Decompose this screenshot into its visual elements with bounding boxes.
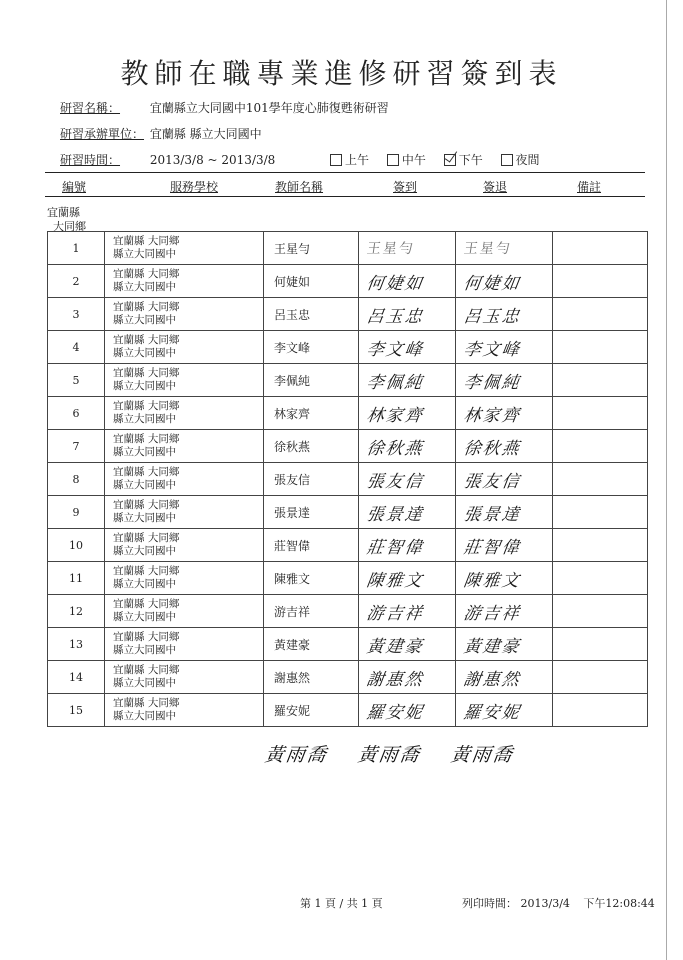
row-number: 4 — [48, 331, 105, 364]
row-sign-out — [456, 397, 553, 430]
row-sign-out — [456, 496, 553, 529]
row-sign-in — [359, 298, 456, 331]
period-option-morning[interactable]: 上午 — [330, 151, 369, 168]
table-row — [48, 265, 648, 298]
checkbox-icon — [501, 154, 513, 166]
sign-out-signature: 游吉祥 — [462, 603, 523, 624]
page-title: 教師在職專業進修研習簽到表 — [120, 57, 563, 90]
sign-out-signature: 呂玉忠 — [462, 306, 523, 327]
row-number: 7 — [48, 430, 105, 463]
course-value: 宜蘭縣立大同國中101學年度心肺復甦術研習 — [149, 101, 389, 115]
period-option-noon[interactable]: 中午 — [387, 151, 426, 168]
row-number: 2 — [48, 265, 105, 298]
sign-in-signature: 張景達 — [365, 504, 426, 525]
page-number: 第 1 頁 / 共 1 頁 — [300, 897, 383, 910]
time-row — [60, 151, 275, 168]
row-sign-out — [456, 364, 553, 397]
table-row — [48, 463, 648, 496]
row-sign-in — [359, 430, 456, 463]
row-sign-out — [456, 661, 553, 694]
table-row — [48, 595, 648, 628]
table-row — [48, 232, 648, 265]
row-number: 15 — [48, 694, 105, 727]
row-school — [105, 694, 264, 727]
row-school — [105, 232, 264, 265]
row-remarks — [553, 265, 648, 298]
row-school-line2: 縣立大同國中 — [113, 710, 176, 722]
checkbox-icon — [387, 154, 399, 166]
row-school-line2: 縣立大同國中 — [113, 413, 176, 425]
row-school-line2: 縣立大同國中 — [113, 512, 176, 524]
sign-in-signature: 黃建豪 — [365, 636, 426, 657]
table-row — [48, 529, 648, 562]
row-sign-out — [456, 265, 553, 298]
period-option-night[interactable]: 夜間 — [501, 151, 540, 168]
extra-signature: 黃雨喬 — [356, 744, 423, 766]
period-option-afternoon[interactable]: 下午 — [444, 151, 483, 168]
row-school-line2: 縣立大同國中 — [113, 380, 176, 392]
row-remarks — [553, 661, 648, 694]
row-school-line1: 宜蘭縣 大同鄉 — [113, 532, 180, 544]
row-remarks — [553, 595, 648, 628]
row-school-line2: 縣立大同國中 — [113, 347, 176, 359]
print-time-label: 列印時間： — [462, 897, 517, 910]
row-remarks — [553, 463, 648, 496]
row-number: 9 — [48, 496, 105, 529]
table-row — [48, 562, 648, 595]
row-school-line1: 宜蘭縣 大同鄉 — [113, 334, 180, 346]
row-school-line2: 縣立大同國中 — [113, 677, 176, 689]
sign-in-signature: 李文峰 — [365, 339, 426, 360]
row-sign-out — [456, 298, 553, 331]
sign-out-signature: 張景達 — [462, 504, 523, 525]
row-school-line2: 縣立大同國中 — [113, 644, 176, 656]
row-sign-in — [359, 265, 456, 298]
table-row — [48, 661, 648, 694]
row-teacher-name: 李佩純 — [264, 364, 359, 397]
row-school-line2: 縣立大同國中 — [113, 248, 176, 260]
row-school-line1: 宜蘭縣 大同鄉 — [113, 631, 180, 643]
sign-in-signature: 謝惠然 — [365, 669, 426, 690]
row-school — [105, 430, 264, 463]
row-school — [105, 331, 264, 364]
sign-out-signature: 陳雅文 — [462, 570, 523, 591]
row-teacher-name: 游吉祥 — [264, 595, 359, 628]
row-number: 11 — [48, 562, 105, 595]
sign-in-signature: 林家齊 — [365, 405, 426, 426]
column-header-school: 服務學校 — [170, 180, 219, 194]
row-school-line1: 宜蘭縣 大同鄉 — [113, 664, 180, 676]
row-remarks — [553, 232, 648, 265]
sign-in-signature: 張友信 — [365, 471, 426, 492]
sign-out-signature: 莊智偉 — [462, 537, 523, 558]
row-school-line1: 宜蘭縣 大同鄉 — [113, 697, 180, 709]
row-remarks — [553, 331, 648, 364]
sign-out-signature: 李佩純 — [462, 372, 523, 393]
organizer-row — [60, 125, 262, 142]
extra-signature: 黃雨喬 — [263, 744, 330, 766]
table-row — [48, 397, 648, 430]
sign-in-signature: 何婕如 — [365, 273, 426, 294]
row-school-line1: 宜蘭縣 大同鄉 — [113, 433, 180, 445]
row-teacher-name: 張友信 — [264, 463, 359, 496]
sign-in-signature: 徐秋燕 — [365, 438, 426, 459]
organizer-label: 研習承辦單位： — [60, 127, 145, 141]
row-remarks — [553, 628, 648, 661]
table-row — [48, 364, 648, 397]
region-township: 大同鄉 — [53, 220, 86, 233]
row-school-line1: 宜蘭縣 大同鄉 — [113, 499, 180, 511]
row-remarks — [553, 364, 648, 397]
row-sign-out — [456, 430, 553, 463]
row-number: 1 — [48, 232, 105, 265]
row-teacher-name: 李文峰 — [264, 331, 359, 364]
column-header-number: 編號 — [62, 180, 87, 194]
row-school-line1: 宜蘭縣 大同鄉 — [113, 466, 180, 478]
row-number: 3 — [48, 298, 105, 331]
sign-in-signature: 羅安妮 — [365, 702, 426, 723]
row-teacher-name: 黃建豪 — [264, 628, 359, 661]
checkbox-icon — [330, 154, 342, 166]
row-school — [105, 628, 264, 661]
row-sign-out — [456, 331, 553, 364]
print-time — [462, 895, 655, 911]
row-school-line2: 縣立大同國中 — [113, 611, 176, 623]
sign-in-signature: 李佩純 — [365, 372, 426, 393]
table-row — [48, 496, 648, 529]
row-school-line1: 宜蘭縣 大同鄉 — [113, 565, 180, 577]
row-sign-out — [456, 628, 553, 661]
row-number: 13 — [48, 628, 105, 661]
row-sign-in — [359, 364, 456, 397]
row-sign-in — [359, 397, 456, 430]
sign-out-signature: 王星勻 — [462, 241, 513, 257]
row-school-line1: 宜蘭縣 大同鄉 — [113, 268, 180, 280]
row-sign-in — [359, 529, 456, 562]
region-county: 宜蘭縣 — [47, 206, 80, 219]
row-school-line2: 縣立大同國中 — [113, 281, 176, 293]
row-school-line1: 宜蘭縣 大同鄉 — [113, 235, 180, 247]
row-remarks — [553, 562, 648, 595]
print-time-clock: 下午12:08:44 — [583, 897, 655, 910]
row-sign-in — [359, 628, 456, 661]
row-remarks — [553, 529, 648, 562]
row-school-line2: 縣立大同國中 — [113, 545, 176, 557]
row-sign-out — [456, 562, 553, 595]
row-school-line2: 縣立大同國中 — [113, 578, 176, 590]
row-sign-in — [359, 463, 456, 496]
row-sign-out — [456, 595, 553, 628]
row-number: 12 — [48, 595, 105, 628]
sign-out-signature: 何婕如 — [462, 273, 523, 294]
row-teacher-name: 徐秋燕 — [264, 430, 359, 463]
row-remarks — [553, 430, 648, 463]
time-value: 2013/3/8 ~ 2013/3/8 — [149, 153, 276, 167]
row-school-line1: 宜蘭縣 大同鄉 — [113, 301, 180, 313]
extra-signatures — [265, 740, 536, 767]
header-top-rule — [45, 172, 645, 173]
course-row — [60, 99, 389, 116]
row-school — [105, 364, 264, 397]
sign-in-signature: 呂玉忠 — [365, 306, 426, 327]
sign-in-signature: 莊智偉 — [365, 537, 426, 558]
period-options — [330, 151, 554, 169]
sign-out-signature: 李文峰 — [462, 339, 523, 360]
roster-table — [47, 231, 648, 727]
column-header-sign-in: 簽到 — [393, 180, 418, 194]
row-sign-out — [456, 694, 553, 727]
column-header-teacher: 教師名稱 — [275, 180, 324, 194]
table-row — [48, 331, 648, 364]
row-remarks — [553, 694, 648, 727]
row-school — [105, 595, 264, 628]
row-remarks — [553, 397, 648, 430]
header-bottom-rule — [45, 196, 645, 197]
column-header-remarks: 備註 — [577, 180, 602, 194]
row-teacher-name: 莊智偉 — [264, 529, 359, 562]
row-teacher-name: 呂玉忠 — [264, 298, 359, 331]
row-sign-out — [456, 232, 553, 265]
row-remarks — [553, 298, 648, 331]
row-teacher-name: 張景達 — [264, 496, 359, 529]
row-sign-in — [359, 595, 456, 628]
sign-in-signature: 陳雅文 — [365, 570, 426, 591]
row-school-line2: 縣立大同國中 — [113, 479, 176, 491]
sign-out-signature: 黃建豪 — [462, 636, 523, 657]
scan-edge-line — [666, 0, 667, 960]
row-number: 14 — [48, 661, 105, 694]
table-row — [48, 628, 648, 661]
row-school — [105, 397, 264, 430]
sign-in-signature: 游吉祥 — [365, 603, 426, 624]
row-school — [105, 298, 264, 331]
course-label: 研習名稱： — [60, 101, 121, 115]
row-number: 10 — [48, 529, 105, 562]
row-number: 6 — [48, 397, 105, 430]
sign-out-signature: 張友信 — [462, 471, 523, 492]
organizer-value: 宜蘭縣 縣立大同國中 — [149, 127, 262, 141]
row-school-line2: 縣立大同國中 — [113, 446, 176, 458]
row-school — [105, 265, 264, 298]
row-sign-in — [359, 694, 456, 727]
row-sign-in — [359, 562, 456, 595]
row-teacher-name: 羅安妮 — [264, 694, 359, 727]
table-row — [48, 430, 648, 463]
time-label: 研習時間： — [60, 153, 121, 167]
region-label — [47, 206, 86, 234]
row-teacher-name: 謝惠然 — [264, 661, 359, 694]
row-number: 5 — [48, 364, 105, 397]
table-row — [48, 694, 648, 727]
row-school-line1: 宜蘭縣 大同鄉 — [113, 598, 180, 610]
row-school — [105, 529, 264, 562]
row-remarks — [553, 496, 648, 529]
row-sign-in — [359, 496, 456, 529]
row-school-line1: 宜蘭縣 大同鄉 — [113, 367, 180, 379]
checked-checkbox-icon — [444, 154, 456, 166]
table-row — [48, 298, 648, 331]
row-sign-in — [359, 331, 456, 364]
row-school — [105, 496, 264, 529]
row-sign-in — [359, 661, 456, 694]
row-school-line2: 縣立大同國中 — [113, 314, 176, 326]
sign-out-signature: 羅安妮 — [462, 702, 523, 723]
row-number: 8 — [48, 463, 105, 496]
sign-out-signature: 徐秋燕 — [462, 438, 523, 459]
row-sign-in — [359, 232, 456, 265]
print-time-date: 2013/3/4 — [520, 897, 570, 910]
row-teacher-name: 林家齊 — [264, 397, 359, 430]
sign-out-signature: 林家齊 — [462, 405, 523, 426]
row-sign-out — [456, 529, 553, 562]
row-school — [105, 661, 264, 694]
column-header-sign-out: 簽退 — [483, 180, 508, 194]
row-school — [105, 562, 264, 595]
sign-out-signature: 謝惠然 — [462, 669, 523, 690]
row-teacher-name: 王星勻 — [264, 232, 359, 265]
row-sign-out — [456, 463, 553, 496]
row-teacher-name: 陳雅文 — [264, 562, 359, 595]
row-school — [105, 463, 264, 496]
row-teacher-name: 何婕如 — [264, 265, 359, 298]
extra-signature: 黃雨喬 — [449, 744, 516, 766]
sign-in-signature: 王星勻 — [365, 241, 416, 257]
row-school-line1: 宜蘭縣 大同鄉 — [113, 400, 180, 412]
